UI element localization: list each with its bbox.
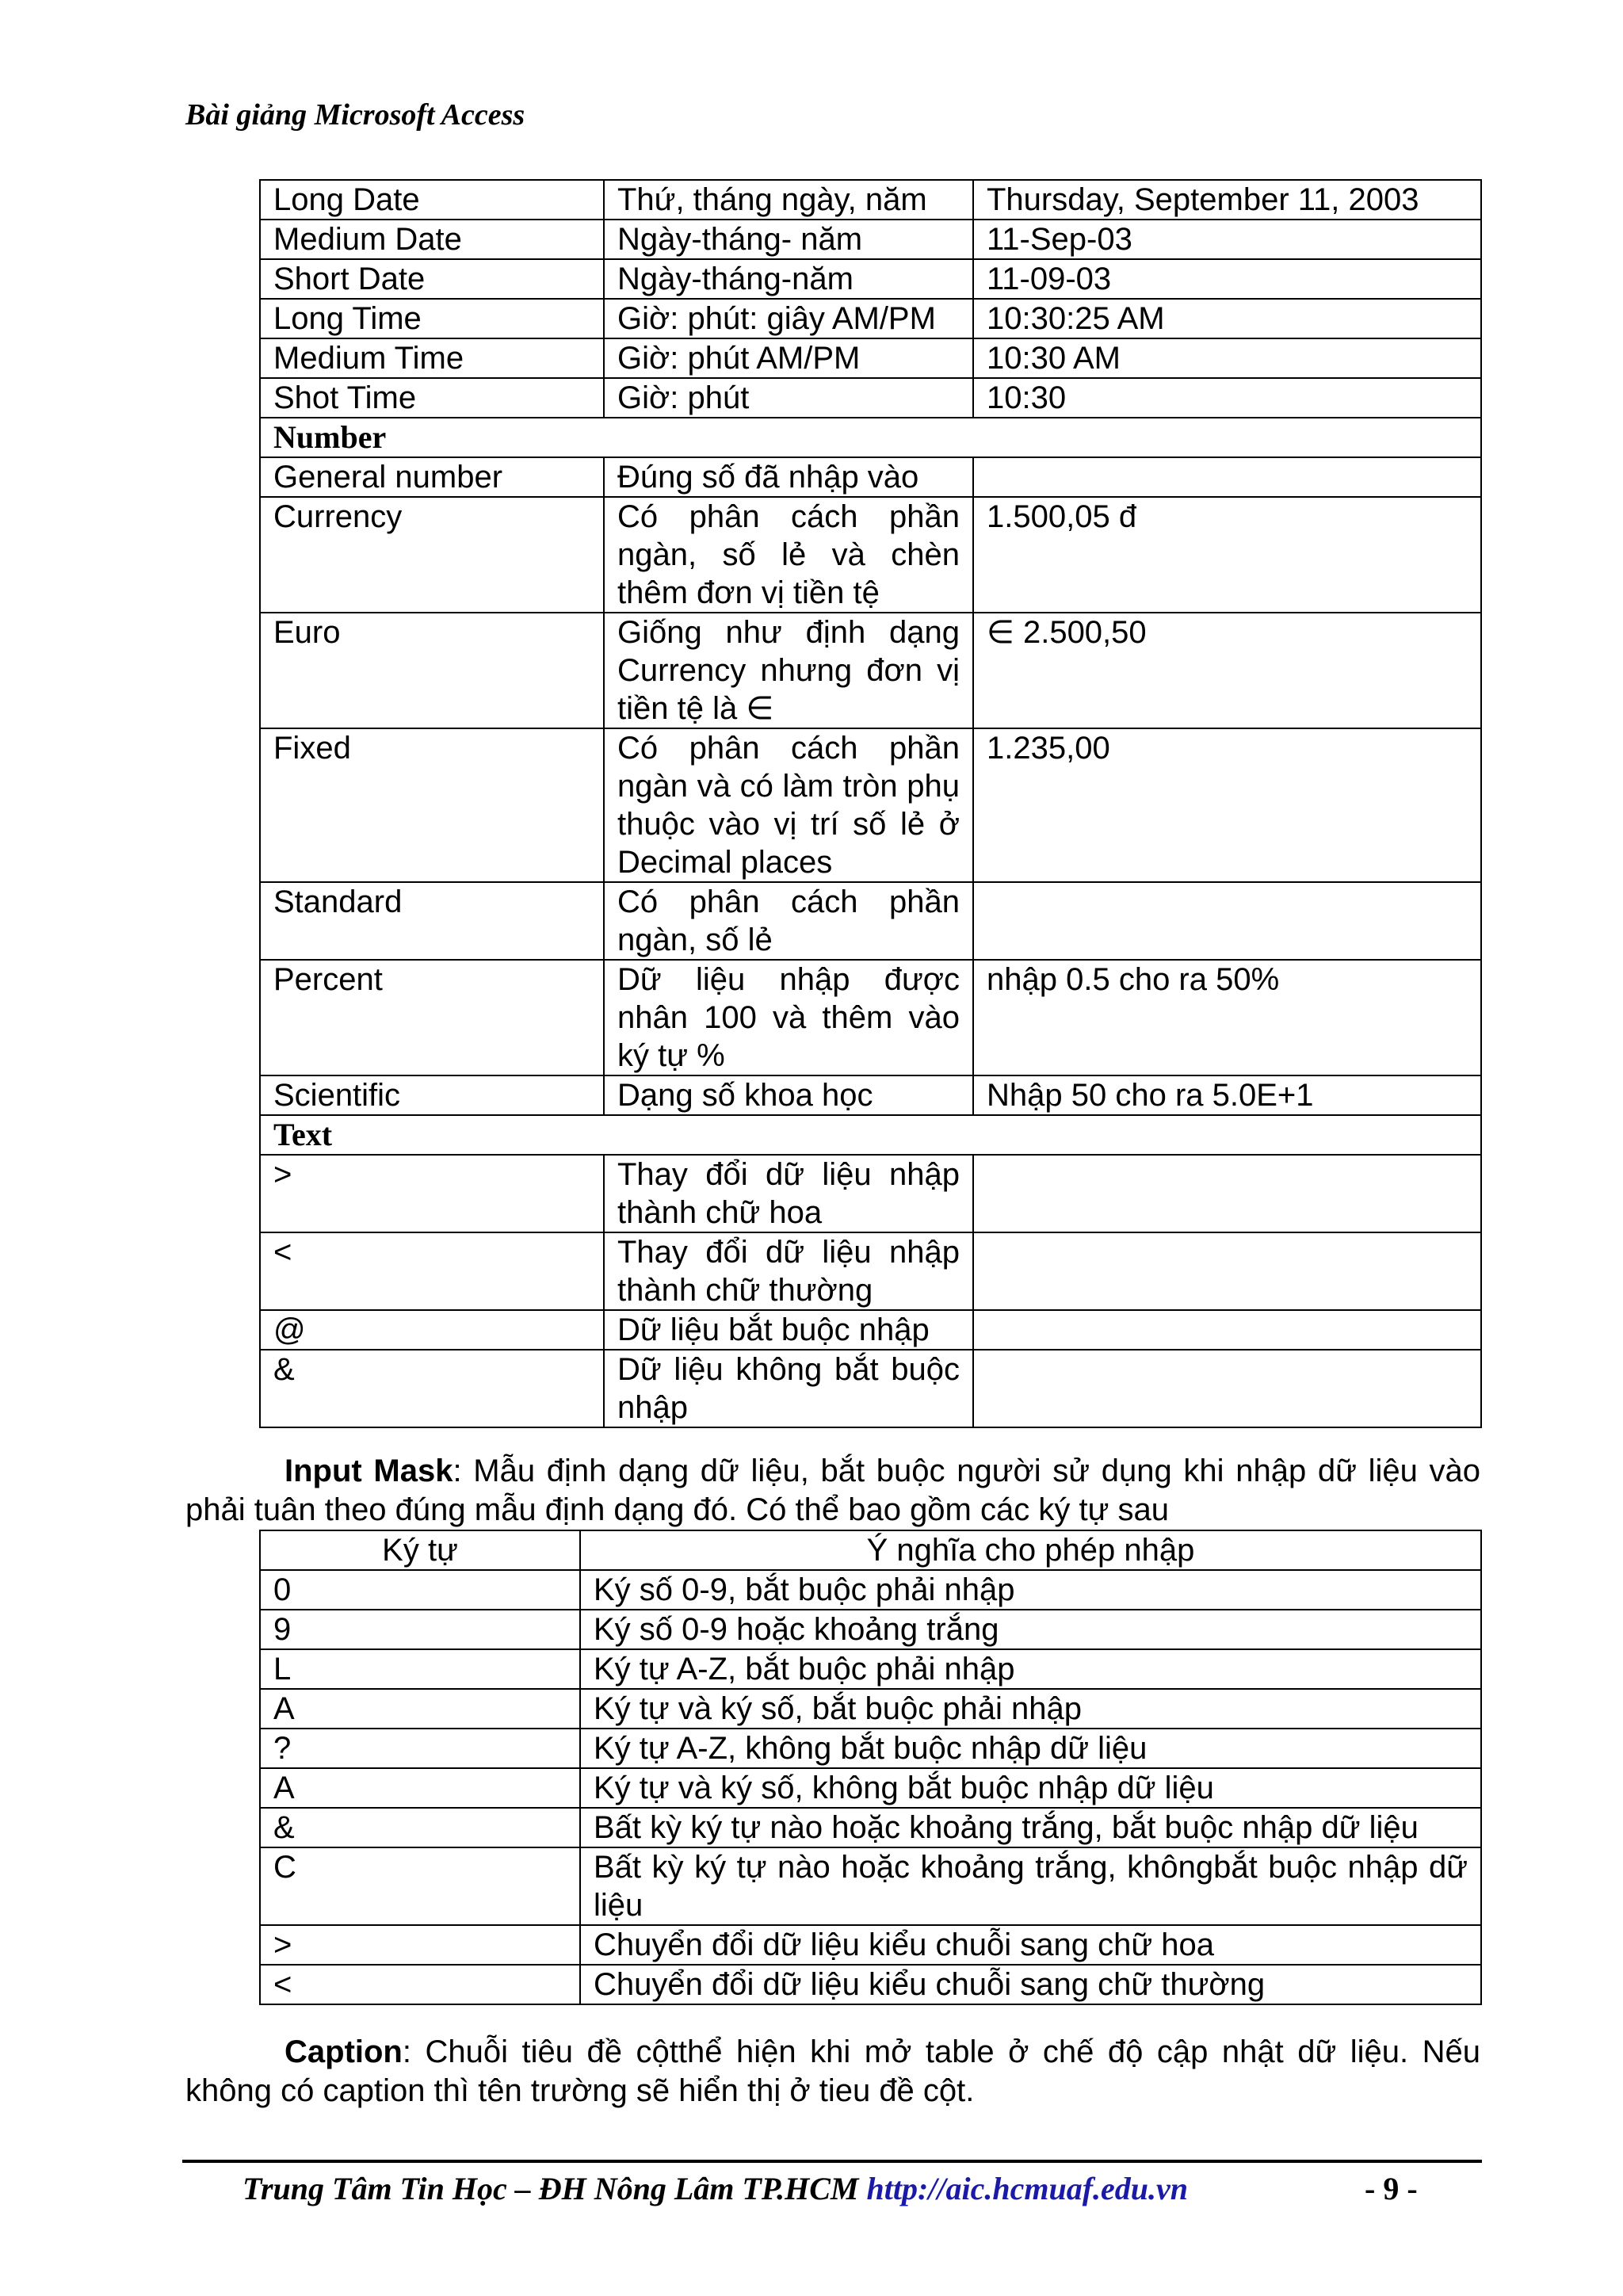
mask-meaning-cell: Ký tự và ký số, không bắt buộc nhập dữ liệu — [580, 1768, 1481, 1808]
section-row — [260, 1115, 1481, 1155]
format-example-cell: 10:30:25 AM — [973, 299, 1481, 338]
format-name-cell: > — [260, 1155, 604, 1232]
mask-meaning-cell: Ký tự A-Z, bắt buộc phải nhập — [580, 1649, 1481, 1689]
column-header: Ý nghĩa cho phép nhập — [580, 1530, 1481, 1570]
format-name-cell: @ — [260, 1310, 604, 1350]
footer-url-link[interactable]: http://aic.hcmuaf.edu.vn — [866, 2171, 1189, 2206]
format-example-cell: 1.235,00 — [973, 728, 1481, 882]
format-description-cell: Có phân cách phần ngàn, số lẻ — [604, 882, 973, 960]
table-header-row — [260, 1530, 1481, 1570]
table-row — [260, 613, 1481, 728]
format-description-cell: Giờ: phút: giây AM/PM — [604, 299, 973, 338]
format-name-cell: Euro — [260, 613, 604, 728]
mask-character-cell: 9 — [260, 1610, 580, 1649]
table-row — [260, 497, 1481, 613]
table-row — [260, 728, 1481, 882]
caption-text: : Chuỗi tiêu đề cộtthể hiện khi mở table ở chế độ cập nhật dữ liệu. Nếu không có caption thì tên trường sẽ hiển thị ở tieu đề cột. — [185, 2034, 1480, 2108]
format-name-cell: General number — [260, 457, 604, 497]
format-description-cell: Ngày-tháng-năm — [604, 259, 973, 299]
format-example-cell — [973, 1350, 1481, 1427]
table-row — [260, 1768, 1481, 1808]
mask-meaning-cell: Chuyển đổi dữ liệu kiểu chuỗi sang chữ hoa — [580, 1925, 1481, 1965]
format-name-cell: Long Date — [260, 180, 604, 220]
format-example-cell: ∈ 2.500,50 — [973, 613, 1481, 728]
format-description-cell: Giờ: phút AM/PM — [604, 338, 973, 378]
mask-character-cell: C — [260, 1847, 580, 1925]
section-label: Number — [260, 418, 1481, 457]
format-name-cell: Currency — [260, 497, 604, 613]
table-row — [260, 1155, 1481, 1232]
table-row — [260, 1610, 1481, 1649]
format-name-cell: < — [260, 1232, 604, 1310]
mask-meaning-cell: Bất kỳ ký tự nào hoặc khoảng trắng, bắt buộc nhập dữ liệu — [580, 1808, 1481, 1847]
caption-paragraph — [185, 2033, 1480, 2111]
format-name-cell: Medium Date — [260, 220, 604, 259]
mask-meaning-cell: Ký số 0-9 hoặc khoảng trắng — [580, 1610, 1481, 1649]
table-row — [260, 180, 1481, 220]
format-example-cell: Thursday, September 11, 2003 — [973, 180, 1481, 220]
format-description-cell: Có phân cách phần ngàn, số lẻ và chèn thêm đơn vị tiền tệ — [604, 497, 973, 613]
mask-character-cell: > — [260, 1925, 580, 1965]
format-name-cell: Fixed — [260, 728, 604, 882]
table-row — [260, 1310, 1481, 1350]
format-name-cell: Standard — [260, 882, 604, 960]
format-description-cell: Dữ liệu bắt buộc nhập — [604, 1310, 973, 1350]
section-label: Text — [260, 1115, 1481, 1155]
page-header-title: Bài giảng Microsoft Access — [185, 98, 525, 132]
input-mask-text: : Mẫu định dạng dữ liệu, bắt buộc người sử dụng khi nhập dữ liệu vào phải tuân theo đúng mẫu định dạng đó. Có thể bao gồm các ký tự sau — [185, 1454, 1481, 1527]
mask-character-cell: 0 — [260, 1570, 580, 1610]
mask-character-cell: & — [260, 1808, 580, 1847]
format-table — [259, 179, 1482, 1428]
table-row — [260, 1570, 1481, 1610]
input-mask-term: Input Mask — [285, 1454, 453, 1488]
format-description-cell: Giờ: phút — [604, 378, 973, 418]
format-name-cell: Scientific — [260, 1075, 604, 1115]
format-name-cell: Shot Time — [260, 378, 604, 418]
table-row — [260, 1075, 1481, 1115]
mask-meaning-cell: Ký số 0-9, bắt buộc phải nhập — [580, 1570, 1481, 1610]
format-description-cell: Thay đổi dữ liệu nhập thành chữ thường — [604, 1232, 973, 1310]
format-name-cell: & — [260, 1350, 604, 1427]
table-row — [260, 299, 1481, 338]
format-description-cell: Thứ, tháng ngày, năm — [604, 180, 973, 220]
table-row — [260, 1808, 1481, 1847]
table-row — [260, 220, 1481, 259]
mask-character-cell: < — [260, 1965, 580, 2004]
format-example-cell: 11-09-03 — [973, 259, 1481, 299]
table-row — [260, 882, 1481, 960]
mask-meaning-cell: Chuyển đổi dữ liệu kiểu chuỗi sang chữ thường — [580, 1965, 1481, 2004]
format-description-cell: Đúng số đã nhập vào — [604, 457, 973, 497]
caption-term: Caption — [285, 2034, 403, 2069]
table-row — [260, 1847, 1481, 1925]
format-example-cell: nhập 0.5 cho ra 50% — [973, 960, 1481, 1075]
table-row — [260, 1729, 1481, 1768]
format-description-cell: Dữ liệu không bắt buộc nhập — [604, 1350, 973, 1427]
table-row — [260, 1689, 1481, 1729]
table-row — [260, 1232, 1481, 1310]
mask-meaning-cell: Ký tự và ký số, bắt buộc phải nhập — [580, 1689, 1481, 1729]
format-name-cell: Long Time — [260, 299, 604, 338]
format-example-cell — [973, 1310, 1481, 1350]
table-row — [260, 457, 1481, 497]
format-description-cell: Ngày-tháng- năm — [604, 220, 973, 259]
format-example-cell: 1.500,05 đ — [973, 497, 1481, 613]
format-example-cell: 10:30 AM — [973, 338, 1481, 378]
table-row — [260, 1965, 1481, 2004]
format-description-cell: Dữ liệu nhập được nhân 100 và thêm vào ký tự % — [604, 960, 973, 1075]
table-row — [260, 378, 1481, 418]
format-example-cell: 11-Sep-03 — [973, 220, 1481, 259]
column-header: Ký tự — [260, 1530, 580, 1570]
format-name-cell: Medium Time — [260, 338, 604, 378]
format-example-cell — [973, 457, 1481, 497]
input-mask-table — [259, 1530, 1482, 2005]
mask-meaning-cell: Bất kỳ ký tự nào hoặc khoảng trắng, khôngbắt buộc nhập dữ liệu — [580, 1847, 1481, 1925]
format-example-cell — [973, 882, 1481, 960]
format-name-cell: Short Date — [260, 259, 604, 299]
table-row — [260, 1350, 1481, 1427]
input-mask-paragraph — [185, 1452, 1480, 1530]
format-description-cell: Thay đổi dữ liệu nhập thành chữ hoa — [604, 1155, 973, 1232]
page-number: - 9 - — [1365, 2171, 1418, 2206]
table-row — [260, 1925, 1481, 1965]
table-row — [260, 1649, 1481, 1689]
footer-organization: Trung Tâm Tin Học – ĐH Nông Lâm TP.HCM — [242, 2171, 867, 2206]
format-name-cell: Percent — [260, 960, 604, 1075]
table-row — [260, 338, 1481, 378]
format-description-cell: Có phân cách phần ngàn và có làm tròn phụ thuộc vào vị trí số lẻ ở Decimal places — [604, 728, 973, 882]
footer — [242, 2170, 1431, 2208]
format-example-cell — [973, 1232, 1481, 1310]
format-example-cell — [973, 1155, 1481, 1232]
mask-character-cell: A — [260, 1768, 580, 1808]
section-row — [260, 418, 1481, 457]
format-example-cell: Nhập 50 cho ra 5.0E+1 — [973, 1075, 1481, 1115]
mask-character-cell: A — [260, 1689, 580, 1729]
format-description-cell: Giống như định dạng Currency nhưng đơn vị tiền tệ là ∈ — [604, 613, 973, 728]
table-row — [260, 960, 1481, 1075]
mask-meaning-cell: Ký tự A-Z, không bắt buộc nhập dữ liệu — [580, 1729, 1481, 1768]
footer-divider — [182, 2160, 1482, 2163]
format-description-cell: Dạng số khoa học — [604, 1075, 973, 1115]
mask-character-cell: L — [260, 1649, 580, 1689]
table-row — [260, 259, 1481, 299]
mask-character-cell: ? — [260, 1729, 580, 1768]
format-example-cell: 10:30 — [973, 378, 1481, 418]
